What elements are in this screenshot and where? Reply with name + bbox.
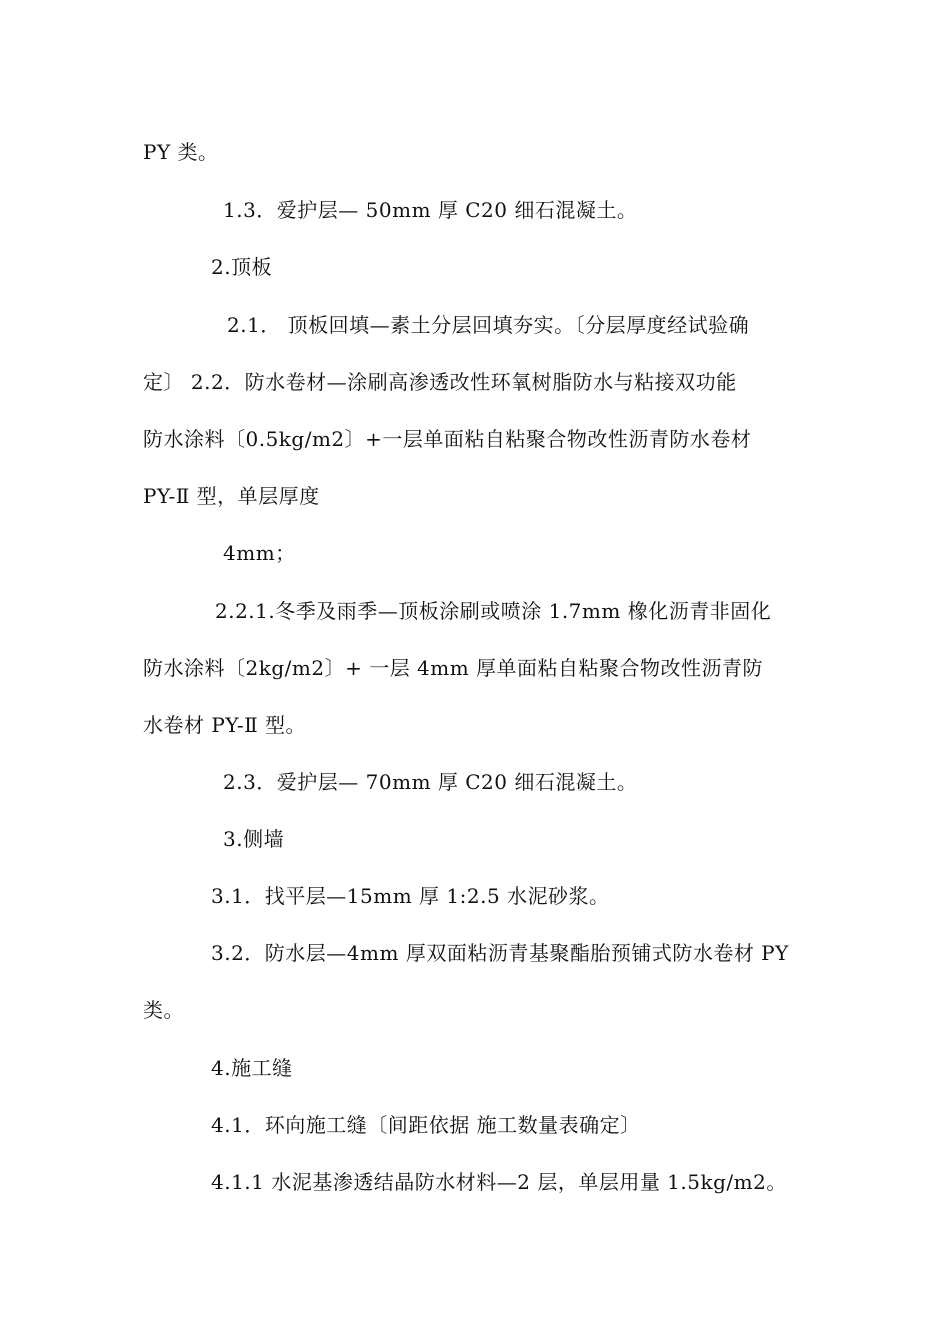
text-line: 2.1． 顶板回填—素土分层回填夯实。〔分层厚度经试验确 xyxy=(227,313,750,337)
text-line: 防水涂料〔2kg/m2〕+ 一层 4mm 厚单面粘自粘聚合物改性沥青防 xyxy=(143,656,764,680)
text-line: 4.1.1 水泥基渗透结晶防水材料—2 层，单层用量 1.5kg/m2。 xyxy=(211,1170,787,1194)
text-line: 4.1．环向施工缝〔间距依据 施工数量表确定〕 xyxy=(211,1113,641,1137)
text-line: 4mm； xyxy=(223,541,296,565)
text-line: 类。 xyxy=(143,998,184,1022)
text-line: 水卷材 PY-Ⅱ 型。 xyxy=(143,713,307,737)
text-line: 3.2．防水层—4mm 厚双面粘沥青基聚酯胎预铺式防水卷材 PY xyxy=(211,941,789,965)
section-heading: 3.侧墙 xyxy=(223,827,285,851)
text-line: 2.2.1.冬季及雨季—顶板涂刷或喷涂 1.7mm 橡化沥青非固化 xyxy=(215,599,772,623)
text-line: 2.3．爱护层— 70mm 厚 C20 细石混凝土。 xyxy=(223,770,638,794)
section-heading: 2.顶板 xyxy=(211,255,273,279)
text-line: 定〕 2.2．防水卷材—涂刷高渗透改性环氧树脂防水与粘接双功能 xyxy=(143,370,737,394)
text-line: 3.1．找平层—15mm 厚 1:2.5 水泥砂浆。 xyxy=(211,884,610,908)
text-line: 防水涂料〔0.5kg/m2〕+一层单面粘自粘聚合物改性沥青防水卷材 xyxy=(143,427,752,451)
text-line: PY-Ⅱ 型，单层厚度 xyxy=(143,484,320,508)
section-heading: 4.施工缝 xyxy=(211,1056,293,1080)
text-line: 1.3．爱护层— 50mm 厚 C20 细石混凝土。 xyxy=(223,198,638,222)
text-line: PY 类。 xyxy=(143,140,219,164)
